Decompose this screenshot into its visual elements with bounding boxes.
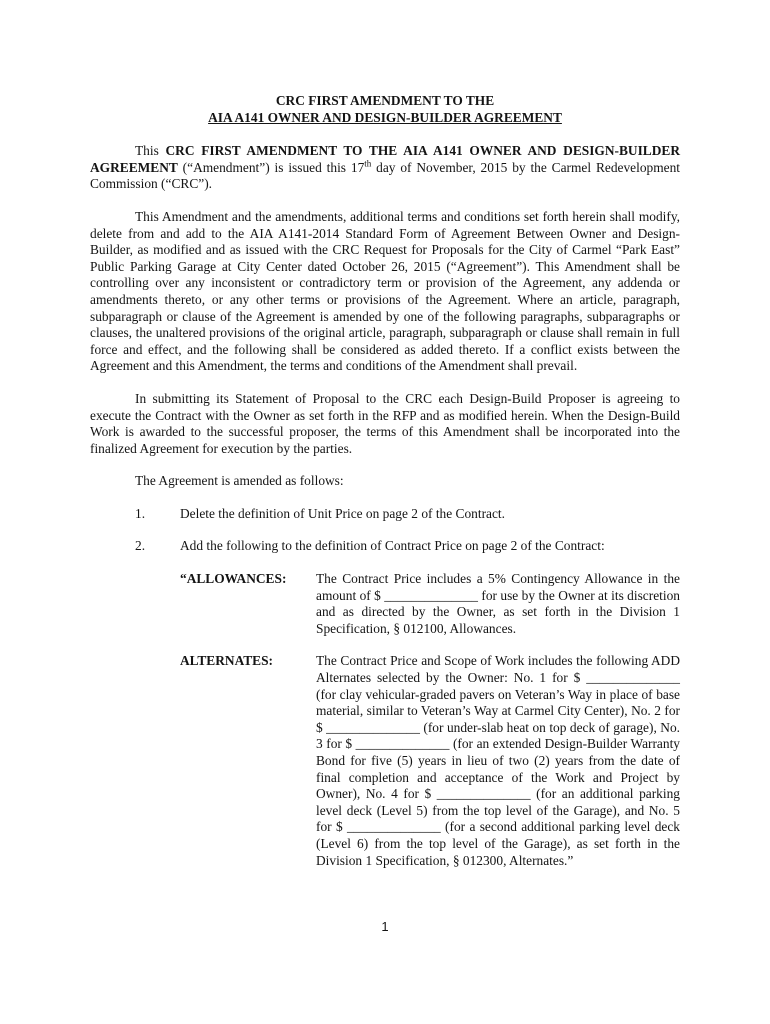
definition-term: ALTERNATES: <box>180 653 274 669</box>
intro-ordinal: th <box>364 158 372 169</box>
intro-bold-title: CRC FIRST AMENDMENT TO THE AIA A141 OWNER AND DESIGN-BUILDER AGREEMENT <box>90 143 680 175</box>
amendment-scope-paragraph: This Amendment and the amendments, additional terms and conditions set forth herein shall modify, delete from and add to the AIA A141-2014 Standard Form of Agreement Between Owner and Design-Builder, as modified and as issued with the CRC Request for Proposals for the City of Carmel “Park East” Public Parking Garage at City Center dated October 26, 2015 (“Agreement”). This Amendment shall be controlling over any inconsistent or contradictory term or provision of the Agreement, any addenda or amendments thereto, or any other terms or provisions of the Agreement. Where an article, paragraph, subparagraph or clause of the Agreement is amended by one of the following paragraphs, subparagraphs or clauses, the unaltered provisions of the original article, paragraph, subparagraph or clause shall remain in full force and effect, and the following shall be considered as added thereto. If a conflict exists between the Agreement and this Amendment, the terms and conditions of the Amendment shall prevail. <box>90 208 680 374</box>
document-body <box>90 93 680 869</box>
definition-term: “ALLOWANCES: <box>180 571 287 587</box>
list-item-number: 1. <box>135 505 146 521</box>
definition-alternates <box>90 653 680 869</box>
list-item-number: 2. <box>135 538 146 554</box>
intro-prefix: This <box>135 143 166 159</box>
intro-paragraph <box>90 143 680 193</box>
amended-as-follows: The Agreement is amended as follows: <box>135 473 344 489</box>
list-item <box>90 506 680 523</box>
definition-text: The Contract Price includes a 5% Contingency Allowance in the amount of $ ______________ for use by the Owner at its discretion and as directed by the Owner, as set forth in the Division 1 Specification, § 012100, Allowances. <box>316 571 680 636</box>
proposal-paragraph: In submitting its Statement of Proposal to the CRC each Design-Build Proposer is agreeing to execute the Contract with the Owner as set forth in the RFP and as modified herein. When the Design-Build Work is awarded to the successful proposer, the terms of this Amendment shall be incorporated into the finalized Agreement for execution by the parties. <box>90 390 680 456</box>
title-line-2: AIA A141 OWNER AND DESIGN-BUILDER AGREEMENT <box>208 109 562 125</box>
definition-text: The Contract Price and Scope of Work includes the following ADD Alternates selected by the Owner: No. 1 for $ ______________ (for clay vehicular-graded pavers on Veteran’s Way in place of base material, similar to Veteran’s Way at Carmel City Center), No. 2 for $ ______________ (for under-slab heat on top deck of garage), No. 3 for $ ______________ (for an extended Design-Builder Warranty Bond for five (5) years in lieu of two (2) years from the date of final completion and acceptance of the Work and Project by Owner), No. 4 for $ ______________ (for an additional parking level deck (Level 5) from the top level of the Garage), and No. 5 for $ ______________ (for a second additional parking level deck (Level 6) from the top level of the Garage), as set forth in the Division 1 Specification, § 012300, Alternates.” <box>316 653 680 868</box>
intro-mid: (“Amendment”) is issued this 17 <box>177 159 365 175</box>
page-number: 1 <box>381 919 389 934</box>
definition-allowances <box>90 571 680 637</box>
list-item-text: Add the following to the definition of Contract Price on page 2 of the Contract: <box>180 538 605 554</box>
title-line-1: CRC FIRST AMENDMENT TO THE <box>275 93 495 108</box>
intro-suffix: day of November, 2015 by the Carmel Redevelopment Commission (“CRC”). <box>90 159 680 192</box>
list-item <box>90 538 680 555</box>
list-item-text: Delete the definition of Unit Price on page 2 of the Contract. <box>180 505 505 521</box>
document-title <box>90 93 680 126</box>
